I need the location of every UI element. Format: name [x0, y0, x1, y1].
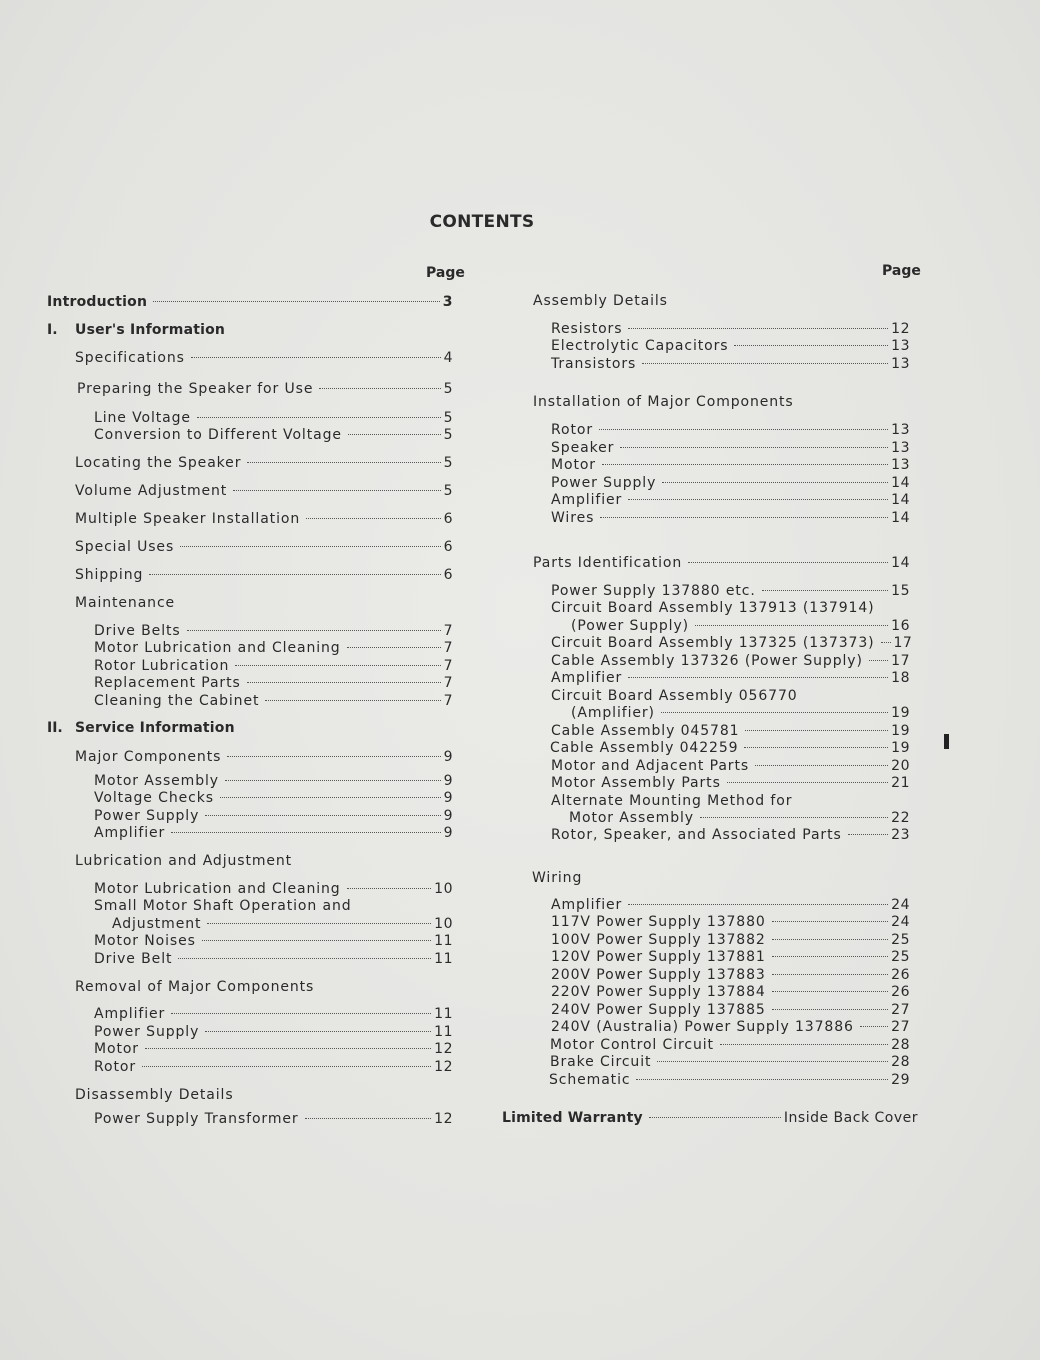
subheading-disassembly: Disassembly Details	[75, 1087, 234, 1103]
toc-entry[interactable]	[550, 1054, 910, 1071]
toc-page: 23	[891, 827, 910, 843]
toc-label: Power Supply	[94, 808, 200, 824]
dot-leader	[734, 344, 888, 346]
toc-entry[interactable]	[551, 723, 910, 740]
toc-label: 220V Power Supply 137884	[551, 984, 766, 1000]
toc-entry[interactable]	[75, 567, 453, 584]
toc-label: Motor Lubrication and Cleaning	[94, 881, 341, 897]
dot-leader	[642, 362, 888, 364]
left-page-header: Page	[426, 265, 465, 281]
toc-page: 24	[891, 897, 910, 913]
toc-label: Limited Warranty	[502, 1110, 643, 1126]
dot-leader	[649, 1116, 781, 1118]
toc-label: Drive Belt	[94, 951, 173, 967]
dot-leader	[247, 461, 440, 463]
dot-leader	[142, 1065, 431, 1067]
toc-entry[interactable]	[551, 1019, 910, 1036]
toc-label: Circuit Board Assembly 137325 (137373)	[551, 635, 875, 651]
toc-entry[interactable]	[551, 775, 910, 792]
toc-label: Introduction	[47, 294, 148, 310]
toc-page: 19	[891, 705, 910, 721]
dot-leader	[149, 573, 440, 575]
toc-label: Amplifier	[94, 1006, 166, 1022]
toc-entry[interactable]	[551, 932, 910, 949]
dot-leader	[720, 1043, 888, 1045]
toc-page: 12	[434, 1059, 453, 1075]
toc-entry[interactable]	[551, 914, 910, 931]
subheading-removal: Removal of Major Components	[75, 979, 315, 995]
dot-leader	[772, 920, 888, 922]
toc-page: 9	[443, 773, 453, 789]
dot-leader	[695, 624, 888, 626]
toc-label: Rotor, Speaker, and Associated Parts	[551, 827, 842, 843]
toc-label: Drive Belts	[94, 623, 181, 639]
toc-label: Power Supply Transformer	[94, 1111, 299, 1127]
dot-leader	[220, 796, 441, 798]
dot-leader	[744, 746, 888, 748]
dot-leader	[628, 498, 888, 500]
dot-leader	[661, 711, 888, 713]
toc-entry[interactable]	[550, 1037, 910, 1054]
toc-page: 10	[434, 916, 453, 932]
toc-entry-continued[interactable]: Circuit Board Assembly 137913 (137914)	[551, 600, 875, 616]
toc-label: Line Voltage	[94, 410, 191, 426]
toc-page: 26	[891, 984, 910, 1000]
toc-entry[interactable]	[551, 670, 910, 687]
dot-leader	[869, 659, 888, 661]
toc-label: 117V Power Supply 137880	[551, 914, 766, 930]
toc-entry[interactable]	[94, 881, 453, 898]
toc-label: Electrolytic Capacitors	[551, 338, 729, 354]
toc-entry[interactable]	[551, 321, 910, 338]
toc-label: Motor	[94, 1041, 139, 1057]
dot-leader	[628, 327, 888, 329]
toc-page: 5	[443, 483, 453, 499]
dot-leader	[599, 428, 888, 430]
dot-leader	[772, 990, 888, 992]
toc-page: 24	[891, 914, 910, 930]
toc-page: 11	[434, 933, 453, 949]
page-title: CONTENTS	[429, 212, 535, 232]
toc-page: 6	[443, 511, 453, 527]
toc-page: 3	[442, 294, 453, 310]
dot-leader	[187, 629, 441, 631]
dot-leader	[860, 1025, 888, 1027]
toc-label: Motor Assembly	[94, 773, 219, 789]
toc-entry[interactable]	[94, 1111, 453, 1128]
toc-entry[interactable]	[551, 338, 910, 355]
section-number: II.	[47, 720, 63, 736]
toc-entry-continued[interactable]: Alternate Mounting Method for	[551, 793, 793, 809]
section-title-users-information: User's Information	[75, 322, 226, 338]
toc-label: Cleaning the Cabinet	[94, 693, 260, 709]
toc-page: 18	[891, 670, 910, 686]
dot-leader	[772, 955, 888, 957]
toc-label: Cable Assembly 042259	[550, 740, 739, 756]
toc-label: Motor Lubrication and Cleaning	[94, 640, 341, 656]
toc-page: 25	[891, 932, 910, 948]
toc-label: Wires	[551, 510, 595, 526]
toc-label: Transistors	[551, 356, 637, 372]
dot-leader	[848, 833, 888, 835]
toc-entry[interactable]	[571, 705, 910, 722]
toc-label: Speaker	[551, 440, 615, 456]
toc-entry-introduction[interactable]	[47, 294, 453, 311]
toc-page: 5	[443, 410, 453, 426]
toc-page: 13	[891, 338, 910, 354]
dot-leader	[205, 1030, 431, 1032]
dot-leader	[178, 957, 431, 959]
margin-mark	[944, 734, 949, 749]
toc-page: 29	[891, 1072, 910, 1088]
toc-page: 13	[891, 422, 910, 438]
toc-entry-continued[interactable]: Circuit Board Assembly 056770	[551, 688, 798, 704]
toc-page: 13	[891, 457, 910, 473]
toc-page: 28	[891, 1037, 910, 1053]
dot-leader	[197, 416, 441, 418]
dot-leader	[227, 755, 440, 757]
dot-leader	[602, 463, 888, 465]
toc-page: 16	[891, 618, 910, 634]
toc-entry[interactable]	[549, 1072, 910, 1089]
toc-entry[interactable]	[550, 740, 910, 757]
dot-leader	[180, 545, 440, 547]
toc-page: 6	[443, 539, 453, 555]
toc-label: Shipping	[75, 567, 144, 583]
toc-entry[interactable]	[551, 457, 910, 474]
toc-label: Preparing the Speaker for Use	[77, 381, 314, 397]
toc-label: Schematic	[549, 1072, 631, 1088]
toc-page: 10	[434, 881, 453, 897]
toc-label: Power Supply	[551, 475, 657, 491]
toc-page: 19	[891, 723, 910, 739]
dot-leader	[745, 729, 888, 731]
toc-entry[interactable]	[551, 510, 910, 527]
dot-leader	[662, 481, 888, 483]
dot-leader	[628, 676, 888, 678]
toc-label: Motor Control Circuit	[550, 1037, 714, 1053]
toc-entry[interactable]	[94, 1041, 453, 1058]
dot-leader	[247, 681, 441, 683]
toc-entry[interactable]	[94, 675, 453, 692]
dot-leader	[772, 938, 888, 940]
toc-label: 100V Power Supply 137882	[551, 932, 766, 948]
toc-label: Amplifier	[551, 670, 623, 686]
toc-entry[interactable]	[569, 810, 910, 827]
toc-page: 7	[443, 640, 453, 656]
toc-page: 19	[891, 740, 910, 756]
toc-label: Power Supply 137880 etc.	[551, 583, 756, 599]
toc-label: Amplifier	[551, 492, 623, 508]
toc-entry-parts-identification[interactable]	[533, 555, 910, 572]
toc-entry[interactable]	[75, 539, 453, 556]
toc-entry[interactable]	[94, 790, 453, 807]
toc-page: 7	[443, 623, 453, 639]
toc-page: 12	[434, 1111, 453, 1127]
toc-page: 28	[891, 1054, 910, 1070]
dot-leader	[348, 433, 441, 435]
toc-entry[interactable]	[94, 1024, 453, 1041]
toc-label: Conversion to Different Voltage	[94, 427, 342, 443]
toc-entry[interactable]	[94, 427, 453, 444]
dot-leader	[636, 1078, 888, 1080]
toc-entry[interactable]	[94, 808, 453, 825]
toc-entry[interactable]	[551, 827, 910, 844]
dot-leader	[347, 887, 432, 889]
toc-page: 5	[443, 427, 453, 443]
dot-leader	[145, 1047, 431, 1049]
toc-label: 120V Power Supply 137881	[551, 949, 766, 965]
toc-entry[interactable]	[551, 583, 910, 600]
toc-entry[interactable]	[551, 967, 910, 984]
toc-page: 5	[443, 381, 453, 397]
toc-entry-continued[interactable]: Small Motor Shaft Operation and	[94, 898, 352, 914]
toc-label: Rotor Lubrication	[94, 658, 230, 674]
toc-page: 13	[891, 440, 910, 456]
dot-leader	[620, 446, 888, 448]
toc-entry[interactable]	[94, 825, 453, 842]
toc-page: 14	[891, 492, 910, 508]
subheading-installation: Installation of Major Components	[533, 394, 794, 410]
toc-entry[interactable]	[94, 1006, 453, 1023]
dot-leader	[762, 589, 888, 591]
toc-page: 17	[893, 635, 913, 651]
dot-leader	[235, 664, 440, 666]
toc-entry[interactable]	[551, 653, 910, 670]
toc-entry-limited-warranty[interactable]	[502, 1110, 918, 1127]
toc-label: Parts Identification	[533, 555, 683, 571]
toc-label: Amplifier	[94, 825, 166, 841]
toc-entry[interactable]	[551, 492, 910, 509]
subheading-maintenance: Maintenance	[75, 595, 176, 611]
toc-label: Rotor	[551, 422, 593, 438]
toc-entry[interactable]	[94, 951, 453, 968]
toc-page: 12	[434, 1041, 453, 1057]
toc-label: Motor Noises	[94, 933, 196, 949]
toc-page: 9	[443, 808, 453, 824]
toc-entry[interactable]	[75, 455, 453, 472]
dot-leader	[171, 831, 440, 833]
toc-label: Amplifier	[551, 897, 623, 913]
section-number: I.	[47, 322, 58, 338]
dot-leader	[347, 646, 441, 648]
toc-entry[interactable]	[77, 381, 453, 398]
toc-page: 9	[443, 825, 453, 841]
toc-page: 7	[443, 675, 453, 691]
toc-label: Rotor	[94, 1059, 136, 1075]
toc-label: Major Components	[75, 749, 222, 765]
toc-label: (Amplifier)	[571, 705, 655, 721]
toc-entry[interactable]	[551, 422, 910, 439]
toc-page: 22	[891, 810, 910, 826]
dot-leader	[881, 641, 891, 643]
toc-entry[interactable]	[551, 1002, 910, 1019]
toc-label: 240V Power Supply 137885	[551, 1002, 766, 1018]
toc-entry[interactable]	[551, 356, 910, 373]
dot-leader	[727, 781, 888, 783]
dot-leader	[305, 1117, 432, 1119]
toc-page: 17	[891, 653, 910, 669]
toc-page: 13	[891, 356, 910, 372]
toc-label: Volume Adjustment	[75, 483, 228, 499]
toc-page: 9	[443, 790, 453, 806]
toc-entry[interactable]	[551, 984, 910, 1001]
dot-leader	[700, 816, 888, 818]
dot-leader	[265, 699, 440, 701]
toc-label: Power Supply	[94, 1024, 200, 1040]
toc-label: (Power Supply)	[571, 618, 690, 634]
subheading-assembly-details: Assembly Details	[533, 293, 668, 309]
toc-label: Adjustment	[112, 916, 202, 932]
dot-leader	[600, 516, 888, 518]
toc-label: Motor Assembly	[569, 810, 694, 826]
toc-label: Replacement Parts	[94, 675, 241, 691]
toc-page: 21	[891, 775, 910, 791]
toc-label: Resistors	[551, 321, 623, 337]
toc-label: 200V Power Supply 137883	[551, 967, 766, 983]
toc-entry[interactable]	[94, 623, 453, 640]
dot-leader	[207, 922, 431, 924]
right-page-header: Page	[882, 263, 921, 279]
dot-leader	[202, 939, 431, 941]
toc-page: 26	[891, 967, 910, 983]
toc-label: 240V (Australia) Power Supply 137886	[551, 1019, 854, 1035]
toc-entry[interactable]	[94, 773, 453, 790]
toc-label: Voltage Checks	[94, 790, 214, 806]
toc-entry[interactable]	[551, 440, 910, 457]
toc-label: Special Uses	[75, 539, 175, 555]
toc-page: 9	[443, 749, 453, 765]
toc-page: 14	[891, 510, 910, 526]
toc-entry[interactable]	[551, 635, 913, 652]
dot-leader	[772, 973, 888, 975]
dot-leader	[628, 903, 888, 905]
toc-label: Multiple Speaker Installation	[75, 511, 301, 527]
toc-page: 25	[891, 949, 910, 965]
toc-label: Motor and Adjacent Parts	[551, 758, 750, 774]
toc-entry[interactable]	[571, 618, 910, 635]
toc-entry[interactable]	[551, 949, 910, 966]
toc-page: 14	[891, 475, 910, 491]
toc-label: Brake Circuit	[550, 1054, 652, 1070]
toc-entry[interactable]	[94, 933, 453, 950]
toc-label: Specifications	[75, 350, 185, 366]
toc-entry[interactable]	[75, 749, 453, 766]
toc-page: 4	[443, 350, 453, 366]
toc-page: 27	[891, 1002, 910, 1018]
toc-page: 20	[891, 758, 910, 774]
dot-leader	[755, 764, 888, 766]
dot-leader	[225, 779, 441, 781]
toc-label: Motor Assembly Parts	[551, 775, 721, 791]
toc-page: 15	[891, 583, 910, 599]
toc-label: Motor	[551, 457, 596, 473]
toc-label: Locating the Speaker	[75, 455, 242, 471]
toc-entry[interactable]	[551, 758, 910, 775]
toc-page: 6	[443, 567, 453, 583]
toc-entry[interactable]	[94, 658, 453, 675]
toc-entry[interactable]	[75, 483, 453, 500]
toc-page: 14	[891, 555, 910, 571]
dot-leader	[233, 489, 440, 491]
toc-page: 5	[443, 455, 453, 471]
toc-entry[interactable]	[94, 410, 453, 427]
dot-leader	[306, 517, 440, 519]
dot-leader	[205, 814, 440, 816]
toc-entry[interactable]	[75, 511, 453, 528]
toc-entry[interactable]	[551, 897, 910, 914]
toc-entry[interactable]	[112, 916, 453, 933]
toc-page: 11	[434, 951, 453, 967]
toc-page: 11	[434, 1024, 453, 1040]
toc-label: Cable Assembly 137326 (Power Supply)	[551, 653, 863, 669]
subheading-wiring: Wiring	[532, 870, 583, 886]
toc-entry[interactable]	[94, 640, 453, 657]
toc-page: Inside Back Cover	[783, 1110, 918, 1126]
toc-page: 27	[891, 1019, 910, 1035]
subheading-lubrication: Lubrication and Adjustment	[75, 853, 293, 869]
dot-leader	[657, 1060, 888, 1062]
dot-leader	[171, 1012, 431, 1014]
toc-entry[interactable]	[94, 693, 453, 710]
dot-leader	[319, 387, 440, 389]
dot-leader	[772, 1008, 888, 1010]
dot-leader	[153, 300, 440, 302]
toc-entry[interactable]	[551, 475, 910, 492]
toc-page: 12	[891, 321, 910, 337]
toc-entry[interactable]	[94, 1059, 453, 1076]
dot-leader	[688, 561, 888, 563]
toc-page: 7	[443, 693, 453, 709]
section-title-service-information: Service Information	[75, 720, 235, 736]
toc-page: 7	[443, 658, 453, 674]
toc-entry[interactable]	[75, 350, 453, 367]
toc-label: Cable Assembly 045781	[551, 723, 740, 739]
toc-page: 11	[434, 1006, 453, 1022]
dot-leader	[191, 356, 441, 358]
